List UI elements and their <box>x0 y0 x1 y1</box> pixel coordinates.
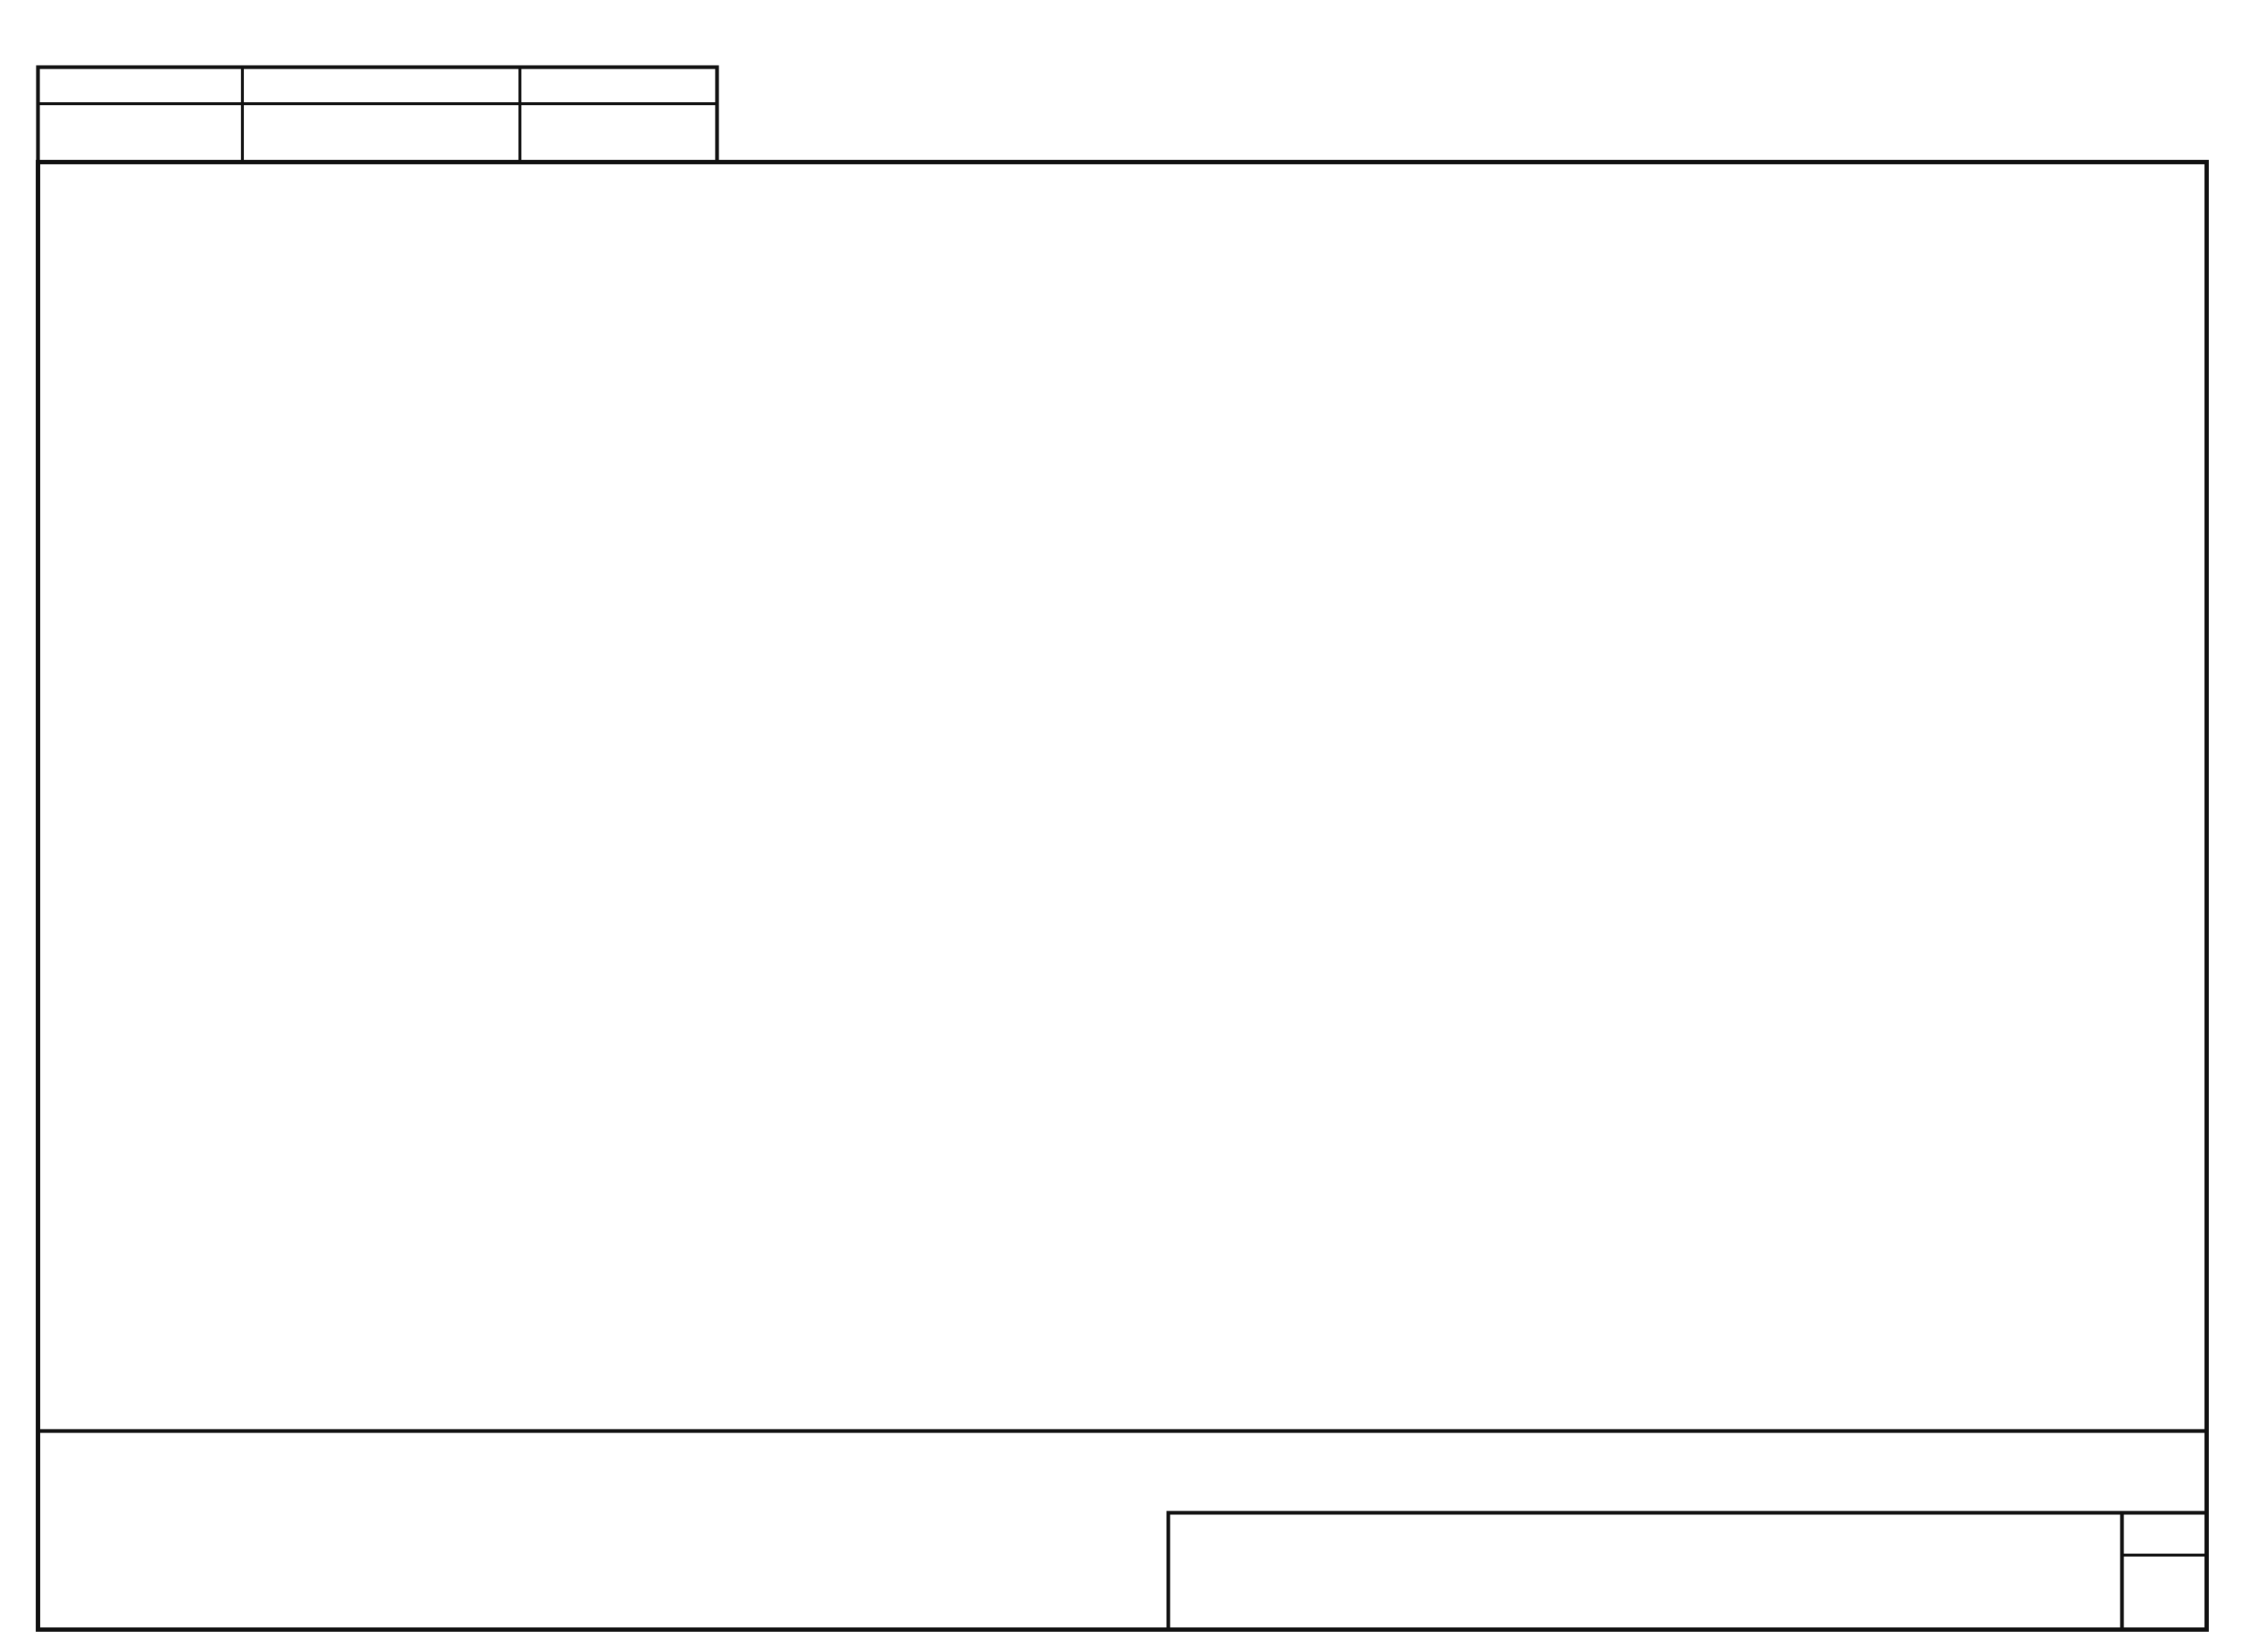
title-block <box>1168 1513 2207 1630</box>
top-stamp <box>38 67 717 162</box>
frame <box>38 162 2207 1630</box>
